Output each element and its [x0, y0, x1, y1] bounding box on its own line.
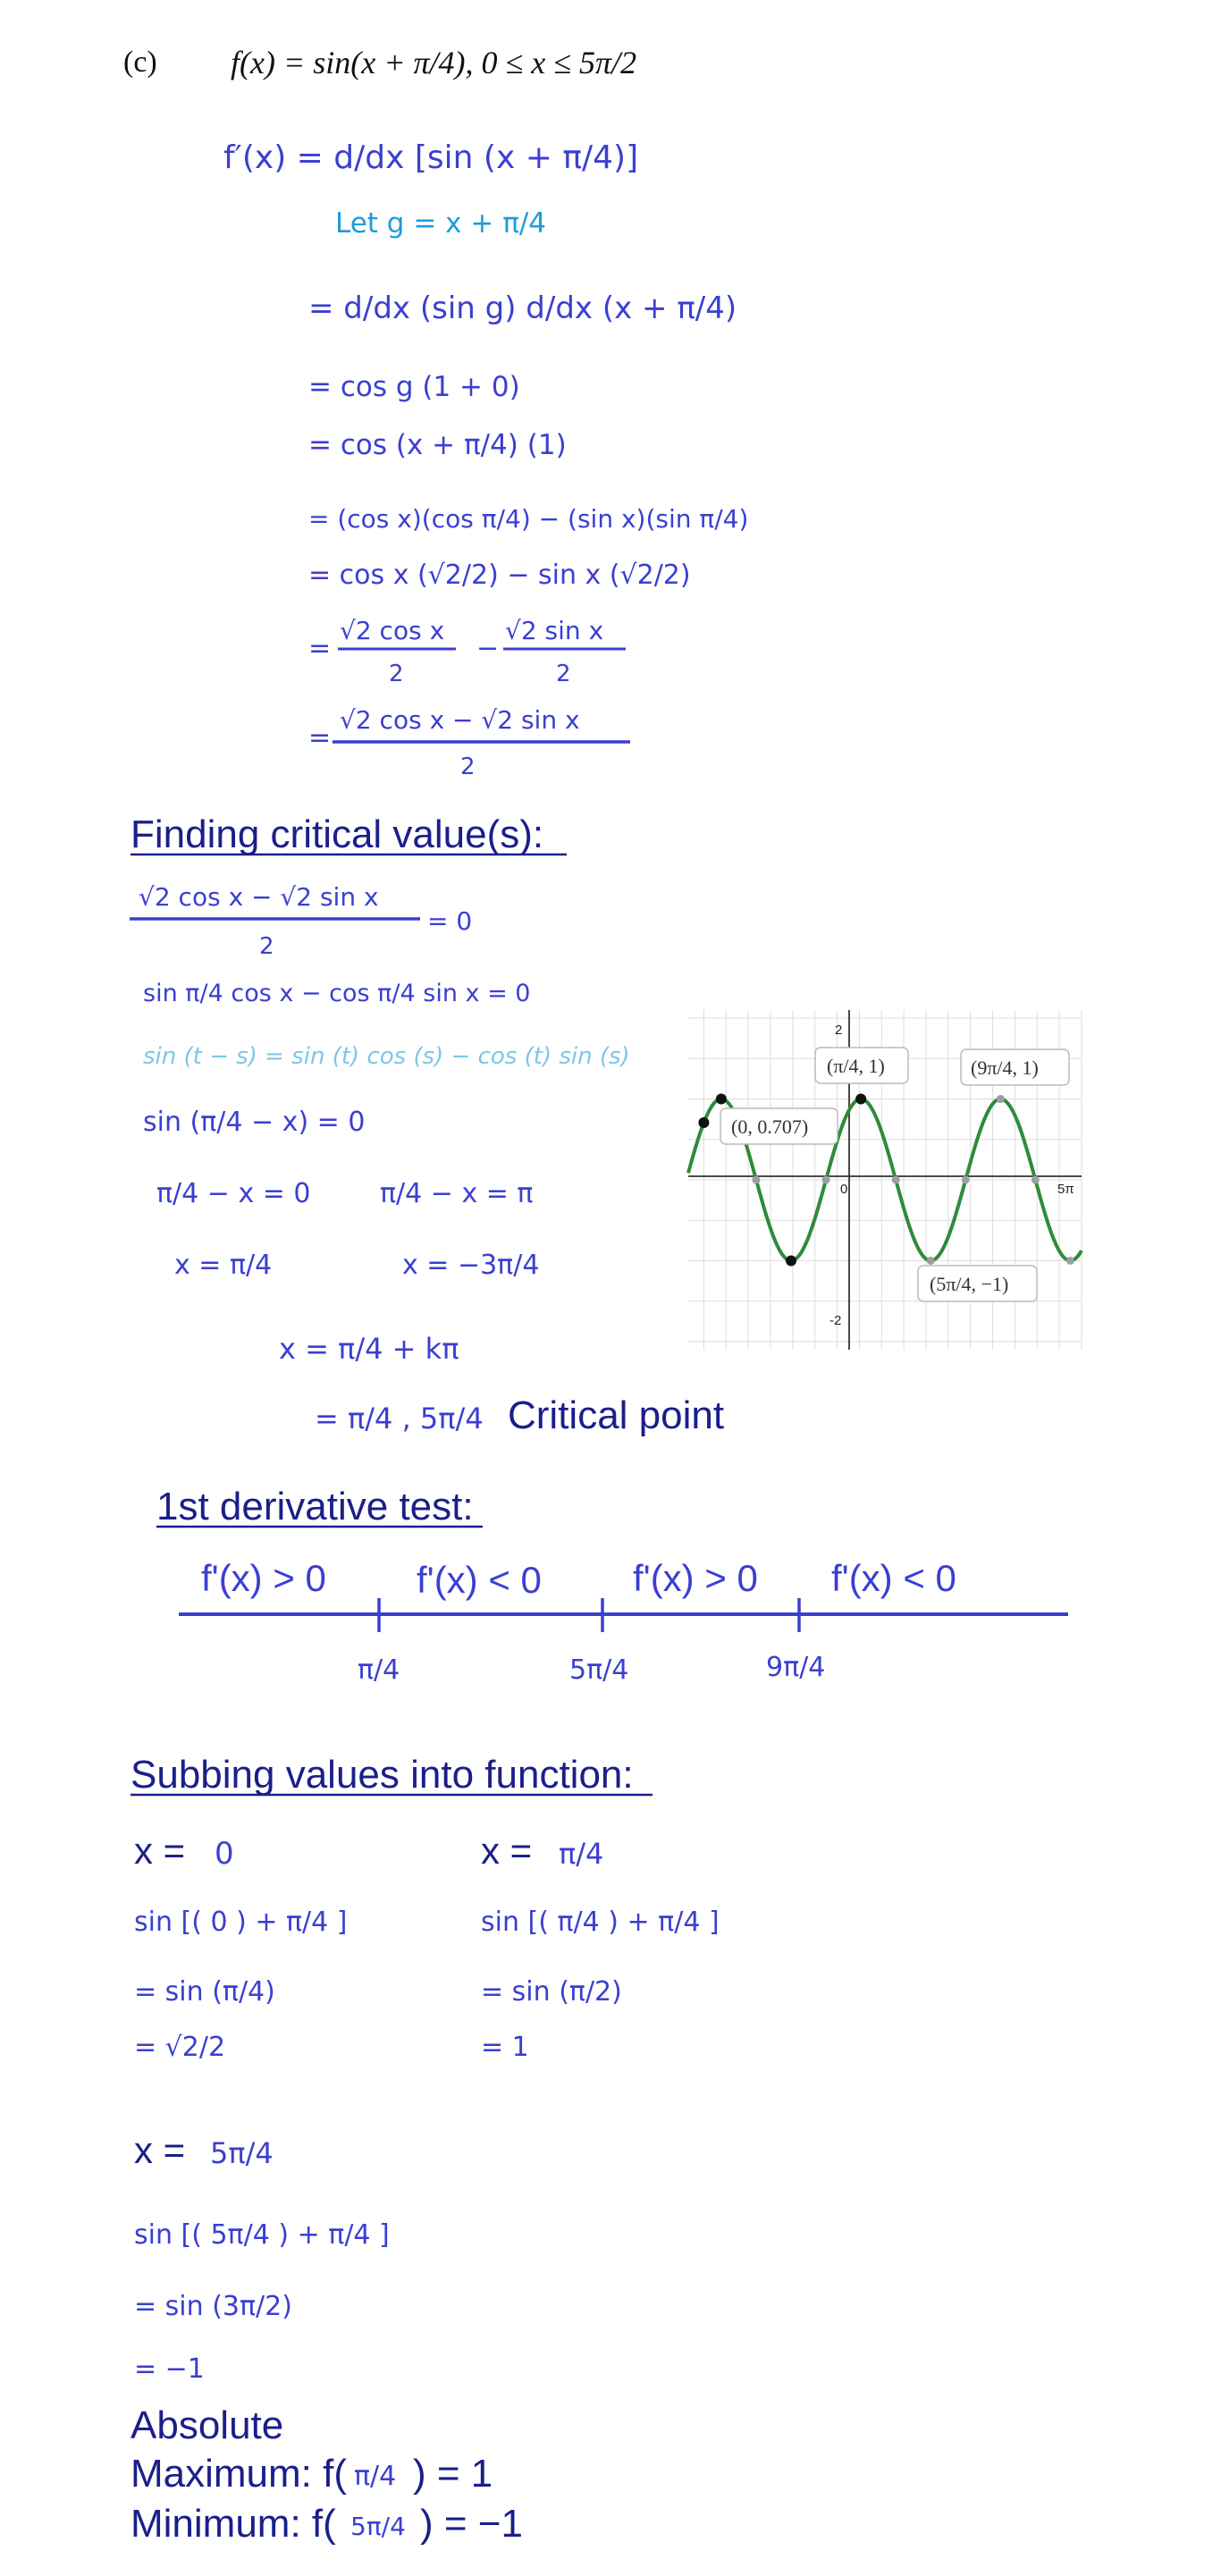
substitution-note: Let g = x + π/4 — [335, 207, 547, 240]
critical-equation-1 — [130, 882, 472, 960]
point-0-0707 — [698, 1117, 709, 1128]
svg-text:=: = — [308, 722, 332, 753]
interval-1-sign: f'(x) > 0 — [201, 1557, 326, 1599]
sub-x0-line-2: = sin (π/4) — [134, 1976, 275, 2008]
sub-x0-line-1: sin [( 0 ) + π/4 ] — [134, 1907, 348, 1938]
critical-equation-2: sin π/4 cos x − cos π/4 sin x = 0 — [143, 980, 531, 1007]
graph-gray-dot — [822, 1176, 830, 1184]
mark-5pi4: 5π/4 — [569, 1654, 629, 1686]
svg-text:Minimum: f(: Minimum: f( — [131, 2502, 336, 2546]
x-tick-5pi: 5π — [1057, 1182, 1074, 1197]
sub-x2-value: 5π/4 — [210, 2136, 274, 2170]
absolute-minimum — [131, 2502, 523, 2546]
sub-x1-block — [481, 1830, 720, 2063]
svg-text:(9π/4, 1): (9π/4, 1) — [971, 1056, 1039, 1079]
interval-3-sign: f'(x) > 0 — [633, 1557, 758, 1599]
critical-eq1-rhs: = 0 — [427, 906, 473, 936]
sub-x2-label: x = — [134, 2129, 186, 2171]
line8-denominator: 2 — [460, 753, 476, 780]
graph-gray-dot — [1066, 1257, 1074, 1265]
label-9pi4-1 — [961, 1049, 1069, 1085]
critical-eq1-numerator: √2 cos x − √2 sin x — [139, 882, 379, 912]
derivative-line-7 — [308, 616, 626, 687]
svg-text:−: − — [476, 633, 500, 664]
point-pi4-1 — [716, 1094, 727, 1105]
part-label: (c) — [123, 46, 157, 79]
sub-x0-line-3: = √2/2 — [134, 2032, 226, 2063]
case-2-solution: x = −3π/4 — [402, 1250, 540, 1281]
sub-x1-line-3: = 1 — [481, 2032, 529, 2063]
case-1-equation: π/4 − x = 0 — [156, 1178, 311, 1209]
derivative-line-5: = (cos x)(cos π/4) − (sin x)(sin π/4) — [308, 504, 749, 534]
graph-gray-dot — [927, 1257, 935, 1265]
sub-x1-line-2: = sin (π/2) — [481, 1976, 622, 2008]
svg-text:) = 1: ) = 1 — [413, 2452, 493, 2496]
label-pi4-1 — [815, 1048, 908, 1083]
mark-9pi4: 9π/4 — [766, 1652, 826, 1683]
mark-pi4: π/4 — [358, 1654, 400, 1686]
line7-term-a: √2 cos x — [340, 616, 445, 645]
sub-x1-line-1: sin [( π/4 ) + π/4 ] — [481, 1907, 720, 1938]
svg-text:=: = — [308, 633, 332, 664]
svg-text:Maximum: f(: Maximum: f( — [131, 2452, 347, 2496]
sub-x2-line-1: sin [( 5π/4 ) + π/4 ] — [134, 2219, 390, 2251]
svg-text:(π/4, 1): (π/4, 1) — [827, 1055, 885, 1077]
svg-text:(5π/4, −1): (5π/4, −1) — [930, 1273, 1009, 1295]
derivative-line-4: = cos (x + π/4) (1) — [308, 429, 567, 461]
critical-values: = π/4 , 5π/4 — [315, 1402, 484, 1435]
min-argument: 5π/4 — [350, 2512, 406, 2541]
critical-heading: Finding critical value(s): — [131, 812, 544, 856]
y-tick-neg2: -2 — [829, 1313, 842, 1328]
sub-x1-value: π/4 — [559, 1837, 604, 1871]
graph-gray-dot — [892, 1176, 900, 1184]
critical-equation-3: sin (π/4 − x) = 0 — [143, 1107, 366, 1138]
derivative-line-3: = cos g (1 + 0) — [308, 371, 520, 403]
sign-chart — [179, 1557, 1068, 1686]
label-5pi4-neg1 — [918, 1266, 1037, 1301]
x-tick-0: 0 — [840, 1182, 848, 1197]
sub-x2-block — [134, 2129, 390, 2385]
absolute-maximum — [131, 2452, 493, 2496]
line7-term-b: √2 sin x — [505, 616, 604, 645]
graph-gray-dot — [962, 1176, 970, 1184]
point-5pi4-neg1 — [786, 1255, 796, 1266]
sub-x1-label: x = — [481, 1830, 533, 1872]
case-2-equation: π/4 − x = π — [380, 1178, 534, 1209]
svg-text:) = −1: ) = −1 — [420, 2502, 523, 2546]
derivative-line-8 — [308, 705, 630, 780]
sub-x0-block — [134, 1830, 348, 2063]
derivative-line-2: = d/dx (sin g) d/dx (x + π/4) — [308, 290, 737, 326]
point-9pi4-1 — [855, 1094, 866, 1105]
sub-x0-value: 0 — [215, 1836, 234, 1872]
y-tick-2: 2 — [835, 1023, 843, 1038]
max-argument: π/4 — [354, 2461, 397, 2492]
derivative-line-6: = cos x (√2/2) − sin x (√2/2) — [308, 560, 691, 591]
sine-graph — [688, 1010, 1082, 1350]
label-0-0707 — [720, 1108, 838, 1144]
graph-gray-dot — [752, 1176, 760, 1184]
function-definition: f(x) = sin(x + π/4), 0 ≤ x ≤ 5π/2 — [231, 45, 637, 80]
derivative-line-1: f′(x) = d/dx [sin (x + π/4)] — [223, 139, 639, 176]
sub-x2-line-2: = sin (3π/2) — [134, 2291, 292, 2322]
graph-gray-dot — [997, 1095, 1005, 1103]
trig-identity: sin (t − s) = sin (t) cos (s) − cos (t) sin (s) — [143, 1043, 630, 1070]
interval-4-sign: f'(x) < 0 — [831, 1557, 956, 1599]
line8-numerator: √2 cos x − √2 sin x — [340, 705, 580, 735]
sub-x0-label: x = — [134, 1830, 186, 1872]
line7-den-a: 2 — [389, 661, 404, 687]
conclusion-title: Absolute — [131, 2403, 284, 2447]
critical-eq1-denominator: 2 — [259, 933, 274, 960]
derivative-test-heading: 1st derivative test: — [156, 1485, 474, 1528]
critical-point-label: Critical point — [508, 1393, 725, 1437]
case-1-solution: x = π/4 — [174, 1250, 273, 1281]
subbing-heading: Subbing values into function: — [131, 1753, 634, 1797]
general-solution: x = π/4 + kπ — [279, 1332, 459, 1366]
interval-2-sign: f'(x) < 0 — [417, 1559, 542, 1601]
sub-x2-line-3: = −1 — [134, 2353, 205, 2385]
graph-gray-dot — [1032, 1176, 1040, 1184]
line7-den-b: 2 — [556, 661, 571, 687]
svg-text:(0, 0.707): (0, 0.707) — [731, 1115, 809, 1138]
